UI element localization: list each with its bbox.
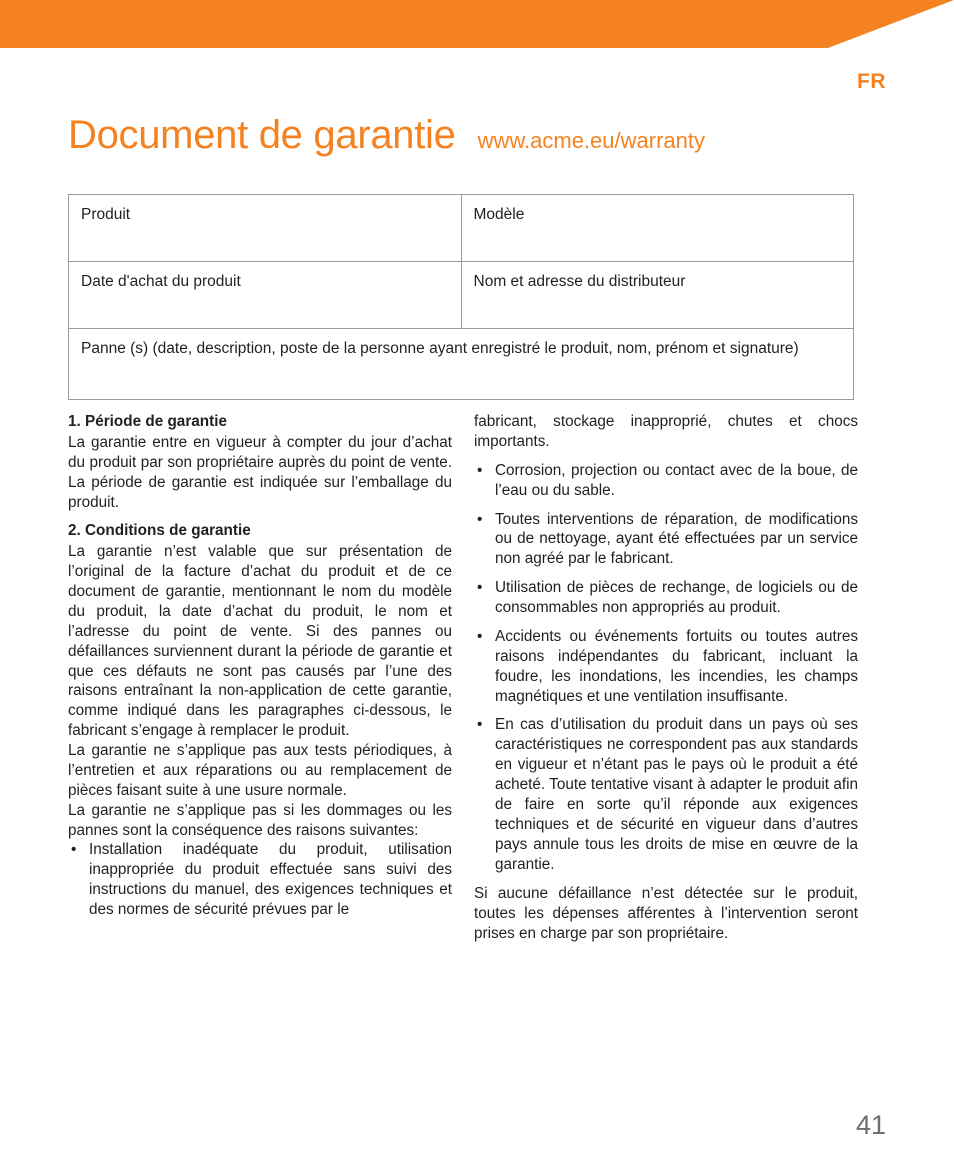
top-orange-banner (0, 0, 954, 48)
section-2-paragraph-2: La garantie ne s’applique pas aux tests périodiques, à l’entretien et aux réparations ou au remplacement de pièces faisant suite à une usure normale. (68, 742, 452, 799)
list-item: • Toutes interventions de réparation, de modifications ou de nettoyage, ayant été effectuées par un service non agréé par le fabricant. (474, 510, 858, 570)
page-number: 41 (855, 1110, 886, 1140)
title-row (68, 113, 888, 158)
language-code: FR (857, 70, 886, 93)
list-item: • Installation inadéquate du produit, utilisation inappropriée du produit effectuée sans suivi des instructions du manuel, des exigences techniques et des normes de sécurité prévues par le (68, 840, 452, 920)
list-item: • Corrosion, projection ou contact avec de la boue, de l’eau ou du sable. (474, 461, 858, 501)
section-2-heading: 2. Conditions de garantie (68, 522, 251, 540)
section-2-paragraph-3: La garantie ne s’applique pas si les dommages ou les pannes sont la conséquence des raisons suivantes: (68, 801, 452, 839)
banner-corner-notch (828, 0, 954, 48)
exclusion-list-right (474, 461, 858, 875)
list-item: • Accidents ou événements fortuits ou toutes autres raisons indépendantes du fabricant, incluant la foudre, les inondations, les incendies, les champs magnétiques et une ventilation insuffisante. (474, 627, 858, 707)
bullet-continuation: fabricant, stockage inapproprié, chutes et chocs importants. (474, 413, 858, 450)
field-label-date-achat: Date d'achat du produit (69, 262, 462, 329)
left-column (68, 412, 452, 944)
page-title: Document de garantie (68, 113, 456, 157)
table-row (69, 195, 854, 262)
field-label-pannes: Panne (s) (date, description, poste de la personne ayant enregistré le produit, nom, prénom et signature) (69, 329, 854, 400)
list-item: • Utilisation de pièces de rechange, de logiciels ou de consommables non appropriés au produit. (474, 578, 858, 618)
body-columns (68, 412, 858, 944)
exclusion-list-left (68, 840, 452, 920)
table-row (69, 329, 854, 400)
closing-paragraph: Si aucune défaillance n’est détectée sur le produit, toutes les dépenses afférentes à l’intervention seront prises en charge par son propriétaire. (474, 885, 858, 943)
field-label-distributeur: Nom et adresse du distributeur (461, 262, 854, 329)
list-item: • En cas d’utilisation du produit dans un pays où ses caractéristiques ne correspondent pas aux standards en vigueur et n’étant pas le pays où le produit a été acheté. Toute tentative visant à adapter le produit afin de faire en sorte qu’il réponde aux exigences techniques et de sécurité en vigueur dans d’autres pays annule tous les droits de mise en œuvre de la garantie. (474, 715, 858, 874)
warranty-url[interactable]: www.acme.eu/warranty (477, 128, 705, 153)
warranty-form-table (68, 194, 854, 400)
right-column (474, 412, 858, 944)
field-label-modele: Modèle (461, 195, 854, 262)
section-1-heading: 1. Période de garantie (68, 413, 227, 430)
section-2-paragraph-1: La garantie n’est valable que sur présentation de l’original de la facture d’achat du produit et de ce document de garantie, mentionnant le nom du modèle du produit, la date d’achat du produit, le nom et l’adresse du point de vente. Si des pannes ou défaillances surviennent durant la période de garantie et que ces défauts ne sont pas causés par l’une des raisons entraînant la non-application de cette garantie, comme indiqué dans les paragraphes ci-dessous, le fabricant s’engage à remplacer le produit. (68, 543, 452, 740)
table-row (69, 262, 854, 329)
section-1-paragraph: La garantie entre en vigueur à compter du jour d’achat du produit par son propriétaire auprès du point de vente. La période de garantie est indiquée sur l’emballage du produit. (68, 433, 452, 511)
field-label-produit: Produit (69, 195, 462, 262)
